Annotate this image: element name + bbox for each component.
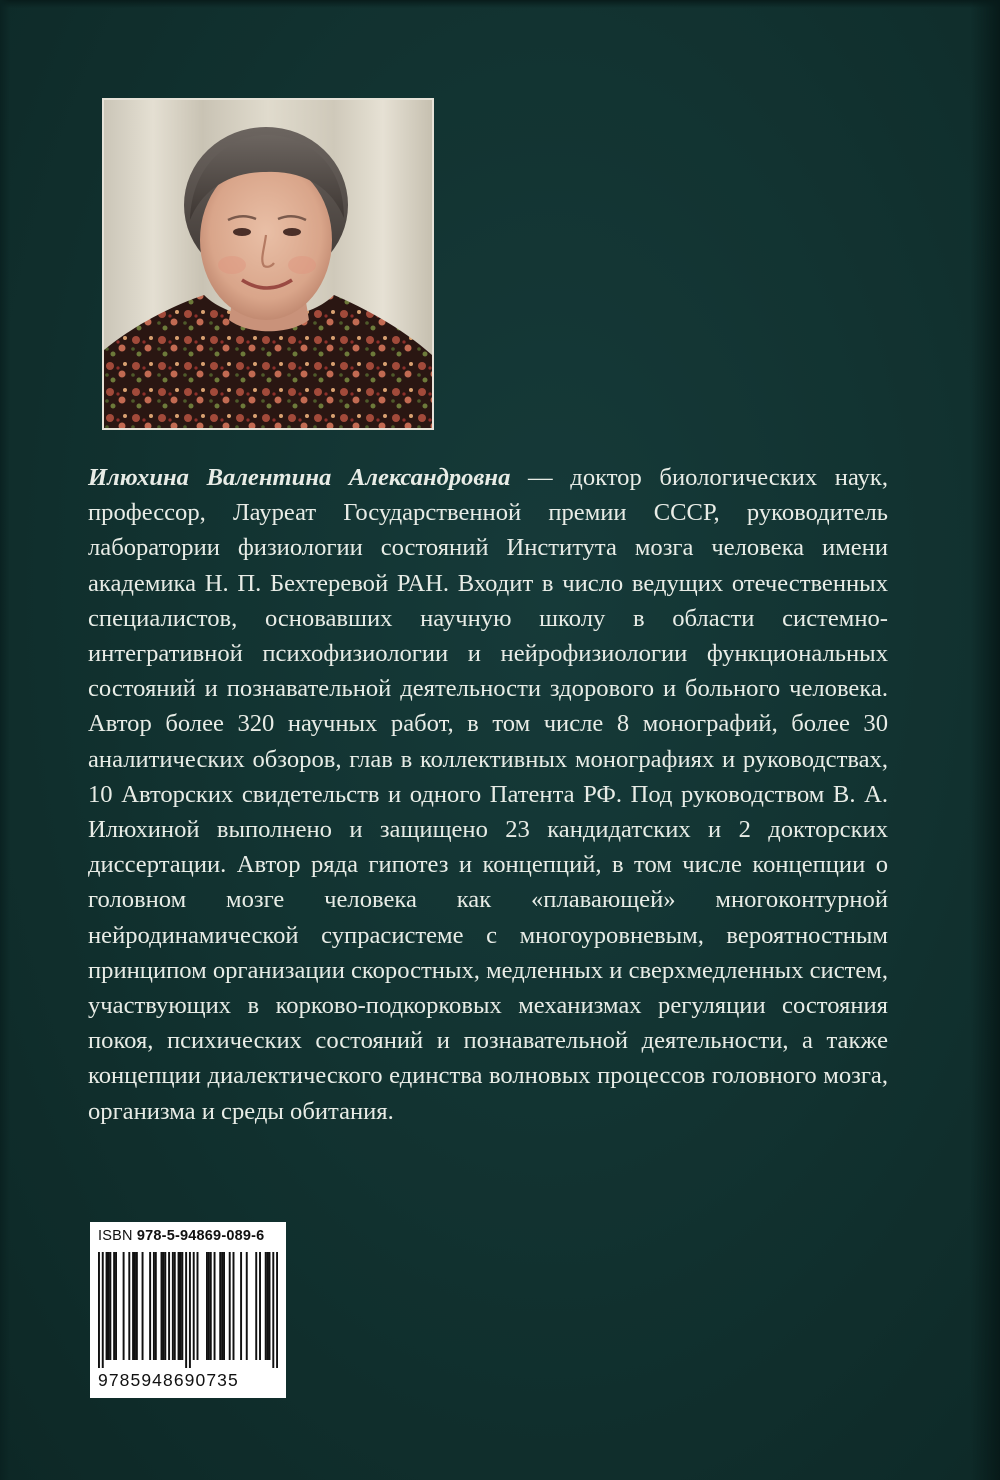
author-name: Илюхина Валентина Александровна [88,464,511,491]
barcode-bar [161,1252,163,1360]
barcode-bar [179,1252,181,1360]
barcode-bar [162,1252,164,1360]
cover-top-edge [0,0,1000,8]
barcode-bar [246,1252,248,1360]
barcode-bar [109,1252,111,1360]
barcode-bar [267,1252,269,1360]
barcode-bar [153,1252,155,1360]
barcode-bar [210,1252,212,1360]
barcode-bar [174,1252,176,1360]
barcode-bar [219,1252,221,1360]
isbn-label [98,1228,278,1244]
author-biography [88,460,888,1129]
barcode-bar [240,1252,242,1360]
barcode-bar [98,1252,100,1368]
author-portrait-photo-icon [104,100,432,428]
barcode-bar [193,1252,195,1360]
barcode-bar [149,1252,151,1360]
barcode-bar [181,1252,183,1360]
barcode-bar [189,1252,191,1368]
barcode-bar [272,1252,274,1368]
barcode-bar [128,1252,130,1360]
barcode-bar [233,1252,235,1360]
barcode-bar [214,1252,216,1360]
barcode-bar [223,1252,225,1360]
barcode-bar [155,1252,157,1360]
barcode-bar [206,1252,208,1360]
barcode-bar [265,1252,267,1360]
barcode-bar [142,1252,144,1360]
barcode-bar [259,1252,261,1360]
barcode-bar [113,1252,115,1360]
barcode-bars-icon [98,1252,278,1368]
barcode-bar [102,1252,104,1368]
barcode-bar [106,1252,108,1360]
barcode-bar [136,1252,138,1360]
barcode-bar [197,1252,199,1360]
barcode-bar [178,1252,180,1360]
author-portrait [102,98,434,430]
barcode-bar [115,1252,117,1360]
barcode-bar [168,1252,170,1360]
barcode-bar [276,1252,278,1368]
barcode-bar [185,1252,187,1368]
isbn-barcode-block [90,1222,286,1398]
barcode-bar [208,1252,210,1360]
barcode-bar [229,1252,231,1360]
barcode-bar [164,1252,166,1360]
barcode-bar [134,1252,136,1360]
barcode-bar [172,1252,174,1360]
barcode-bar [221,1252,223,1360]
barcode-bar [269,1252,271,1360]
barcode-bar [132,1252,134,1360]
biography-text: — доктор биологических наук, профессор, Лауреат Государственной премии СССР, руководитель лаборатории физиологии состояний Института мозга человека имени академика Н. П. Бехтеревой РАН. Входит в число ведущих отечественных специалистов, основавших научную школу в области системно-интегративной психофизиологии и нейрофизиологии функциональных состояний и познавательной деятельности здорового и больного человека. Автор более 320 научных работ, в том числе 8 монографий, более 30 аналитических обзоров, глав в коллективных монографиях и руководствах, 10 Авторских свидетельств и одного Патента РФ. Под руководством В. А. Илюхиной выполнено и защищено 23 кандидатских и 2 докторских диссертации. Автор ряда гипотез и концепций, в том числе концепции о головном мозге человека как «плавающей» многоконтурной нейродинамической супрасистеме с многоуровневым, вероятностным принципом организации скоростных, медленных и сверхмедленных систем, участвующих в корково-подкорковых механизмах регуляции состояния покоя, психических состояний и познавательной деятельности, а также концепции диалектического единства волновых процессов головного мозга, организма и среды обитания. [88,464,889,1125]
cover-right-edge [970,0,1000,1480]
barcode-bar [107,1252,109,1360]
barcode-bar [123,1252,125,1360]
isbn-number: 978-5-94869-089-6 [136,1228,265,1244]
barcode-bar [255,1252,257,1360]
barcode-digits: 9785948690735 [98,1370,239,1390]
cover-left-edge [0,0,10,1480]
isbn-prefix: ISBN [98,1228,133,1244]
